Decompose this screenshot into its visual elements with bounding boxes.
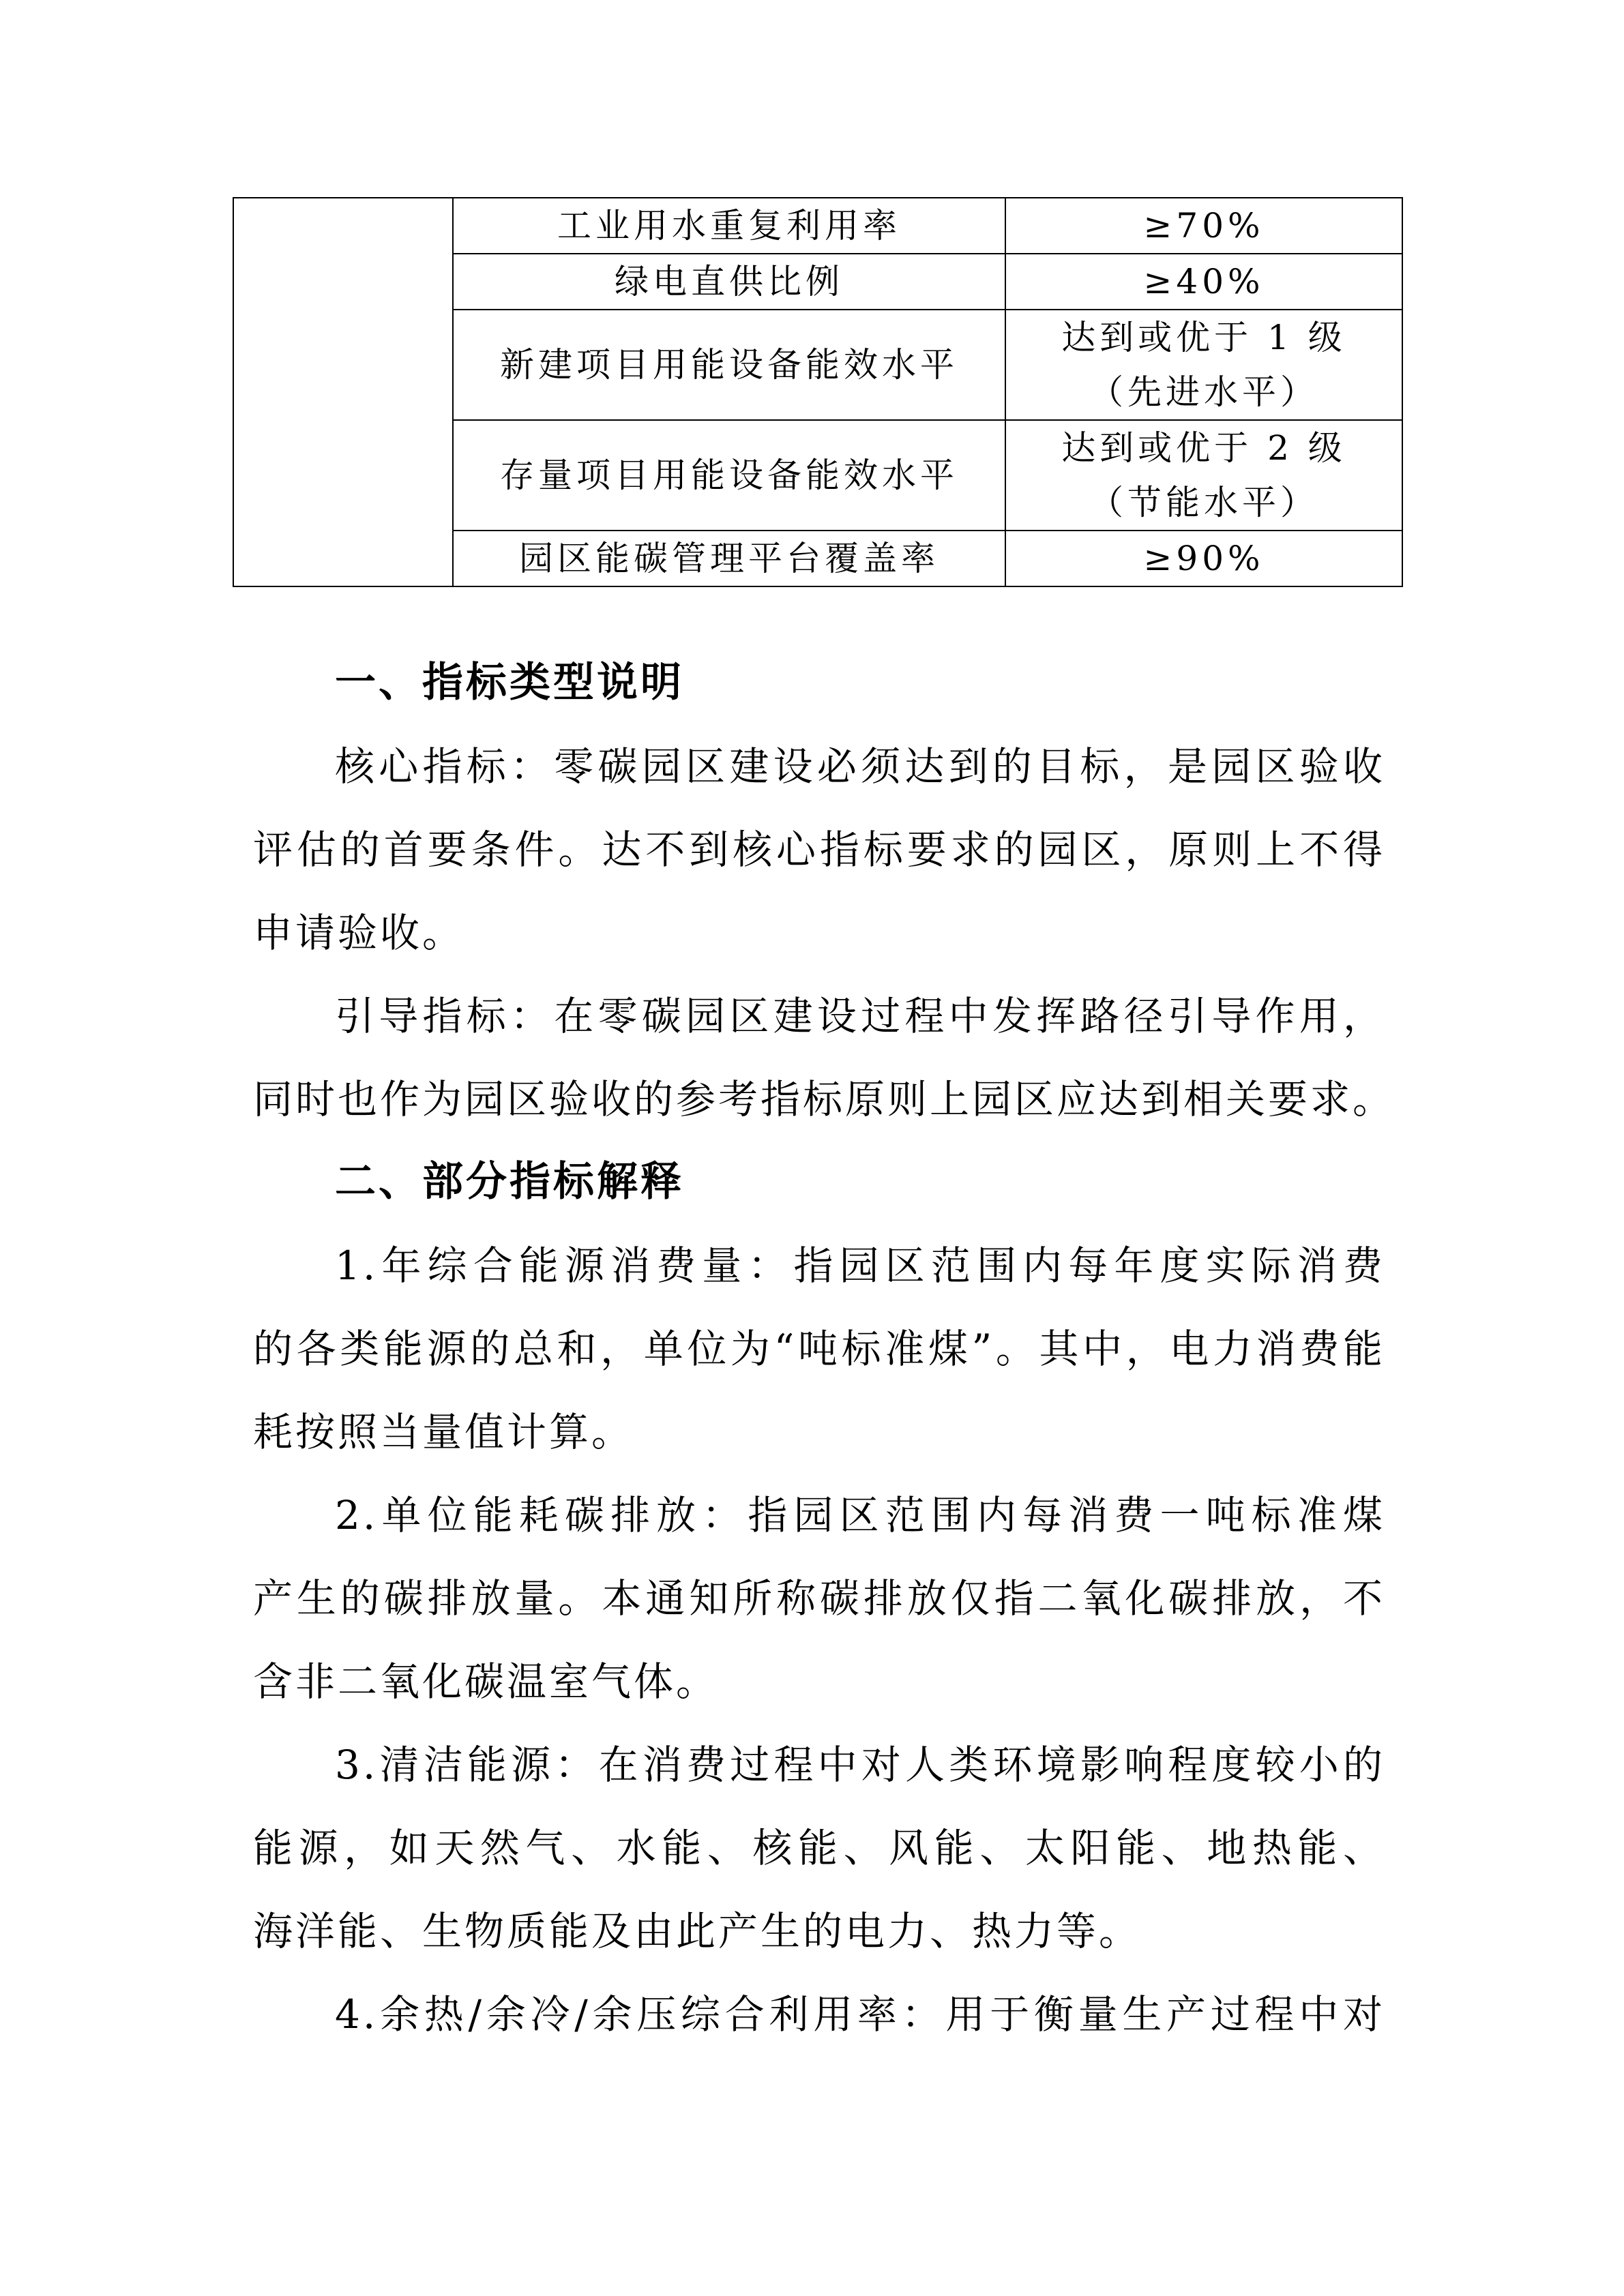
indicator-cell: 工业用水重复利用率	[453, 198, 1005, 254]
paragraph-line: 同时也作为园区验收的参考指标原则上园区应达到相关要求。	[253, 1076, 1396, 1122]
paragraph-line: 的各类能源的总和，单位为“吨标准煤”。其中，电力消费能	[253, 1326, 1385, 1372]
value-text: ≥70%	[1143, 206, 1265, 245]
category-cell	[233, 198, 453, 586]
paragraph-line: 评估的首要条件。达不到核心指标要求的园区，原则上不得	[253, 826, 1385, 873]
value-cell	[1005, 531, 1402, 586]
paragraph-line: 能源，如天然气、水能、核能、风能、太阳能、地热能、	[253, 1825, 1385, 1871]
paragraph-line: 3.清洁能源：在消费过程中对人类环境影响程度较小的	[335, 1742, 1385, 1788]
paragraph-line: 核心指标：零碳园区建设必须达到的目标，是园区验收	[335, 743, 1385, 790]
paragraph-line: 海洋能、生物质能及由此产生的电力、热力等。	[253, 1908, 1142, 1954]
paragraph-line: 引导指标：在零碳园区建设过程中发挥路径引导作用，	[335, 993, 1385, 1039]
paragraph-line: 产生的碳排放量。本通知所称碳排放仅指二氧化碳排放，不	[253, 1575, 1385, 1622]
paragraph-line: 申请验收。	[253, 910, 465, 956]
paragraph-guiding-indicators	[253, 974, 1396, 1141]
indicator-cell: 新建项目用能设备能效水平	[453, 310, 1005, 420]
value-text: ≥40%	[1143, 262, 1265, 301]
table-row	[233, 198, 1402, 254]
paragraph-line: 1.年综合能源消费量：指园区范围内每年度实际消费	[335, 1242, 1385, 1289]
section-heading-indicator-explanations: 二、部分指标解释	[335, 1158, 684, 1206]
paragraph-line: 4.余热/余冷/余压综合利用率：用于衡量生产过程中对	[335, 1991, 1385, 2038]
value-text: 达到或优于 2 级	[1061, 428, 1346, 468]
paragraph-line: 2.单位能耗碳排放：指园区范围内每消费一吨标准煤	[335, 1492, 1385, 1538]
indicator-table	[233, 197, 1403, 587]
paragraph-energy-consumption	[253, 1224, 1385, 1474]
value-text: ≥90%	[1143, 539, 1265, 578]
value-cell	[1005, 310, 1402, 420]
paragraph-line: 含非二氧化碳温室气体。	[253, 1658, 719, 1705]
value-cell	[1005, 254, 1402, 310]
value-cell	[1005, 198, 1402, 254]
paragraph-line: 耗按照当量值计算。	[253, 1409, 634, 1455]
paragraph-clean-energy	[253, 1723, 1385, 1973]
value-note: （先进水平）	[1089, 372, 1318, 412]
value-note: （节能水平）	[1089, 483, 1318, 522]
paragraph-waste-heat	[253, 1973, 1385, 2056]
paragraph-core-indicators	[253, 725, 1385, 974]
indicator-cell: 园区能碳管理平台覆盖率	[453, 531, 1005, 586]
value-cell	[1005, 420, 1402, 531]
section-heading-indicator-types: 一、指标类型说明	[335, 659, 684, 706]
value-text: 达到或优于 1 级	[1061, 318, 1346, 357]
indicator-cell: 绿电直供比例	[453, 254, 1005, 310]
paragraph-carbon-per-energy	[253, 1474, 1385, 1723]
indicator-cell: 存量项目用能设备能效水平	[453, 420, 1005, 531]
